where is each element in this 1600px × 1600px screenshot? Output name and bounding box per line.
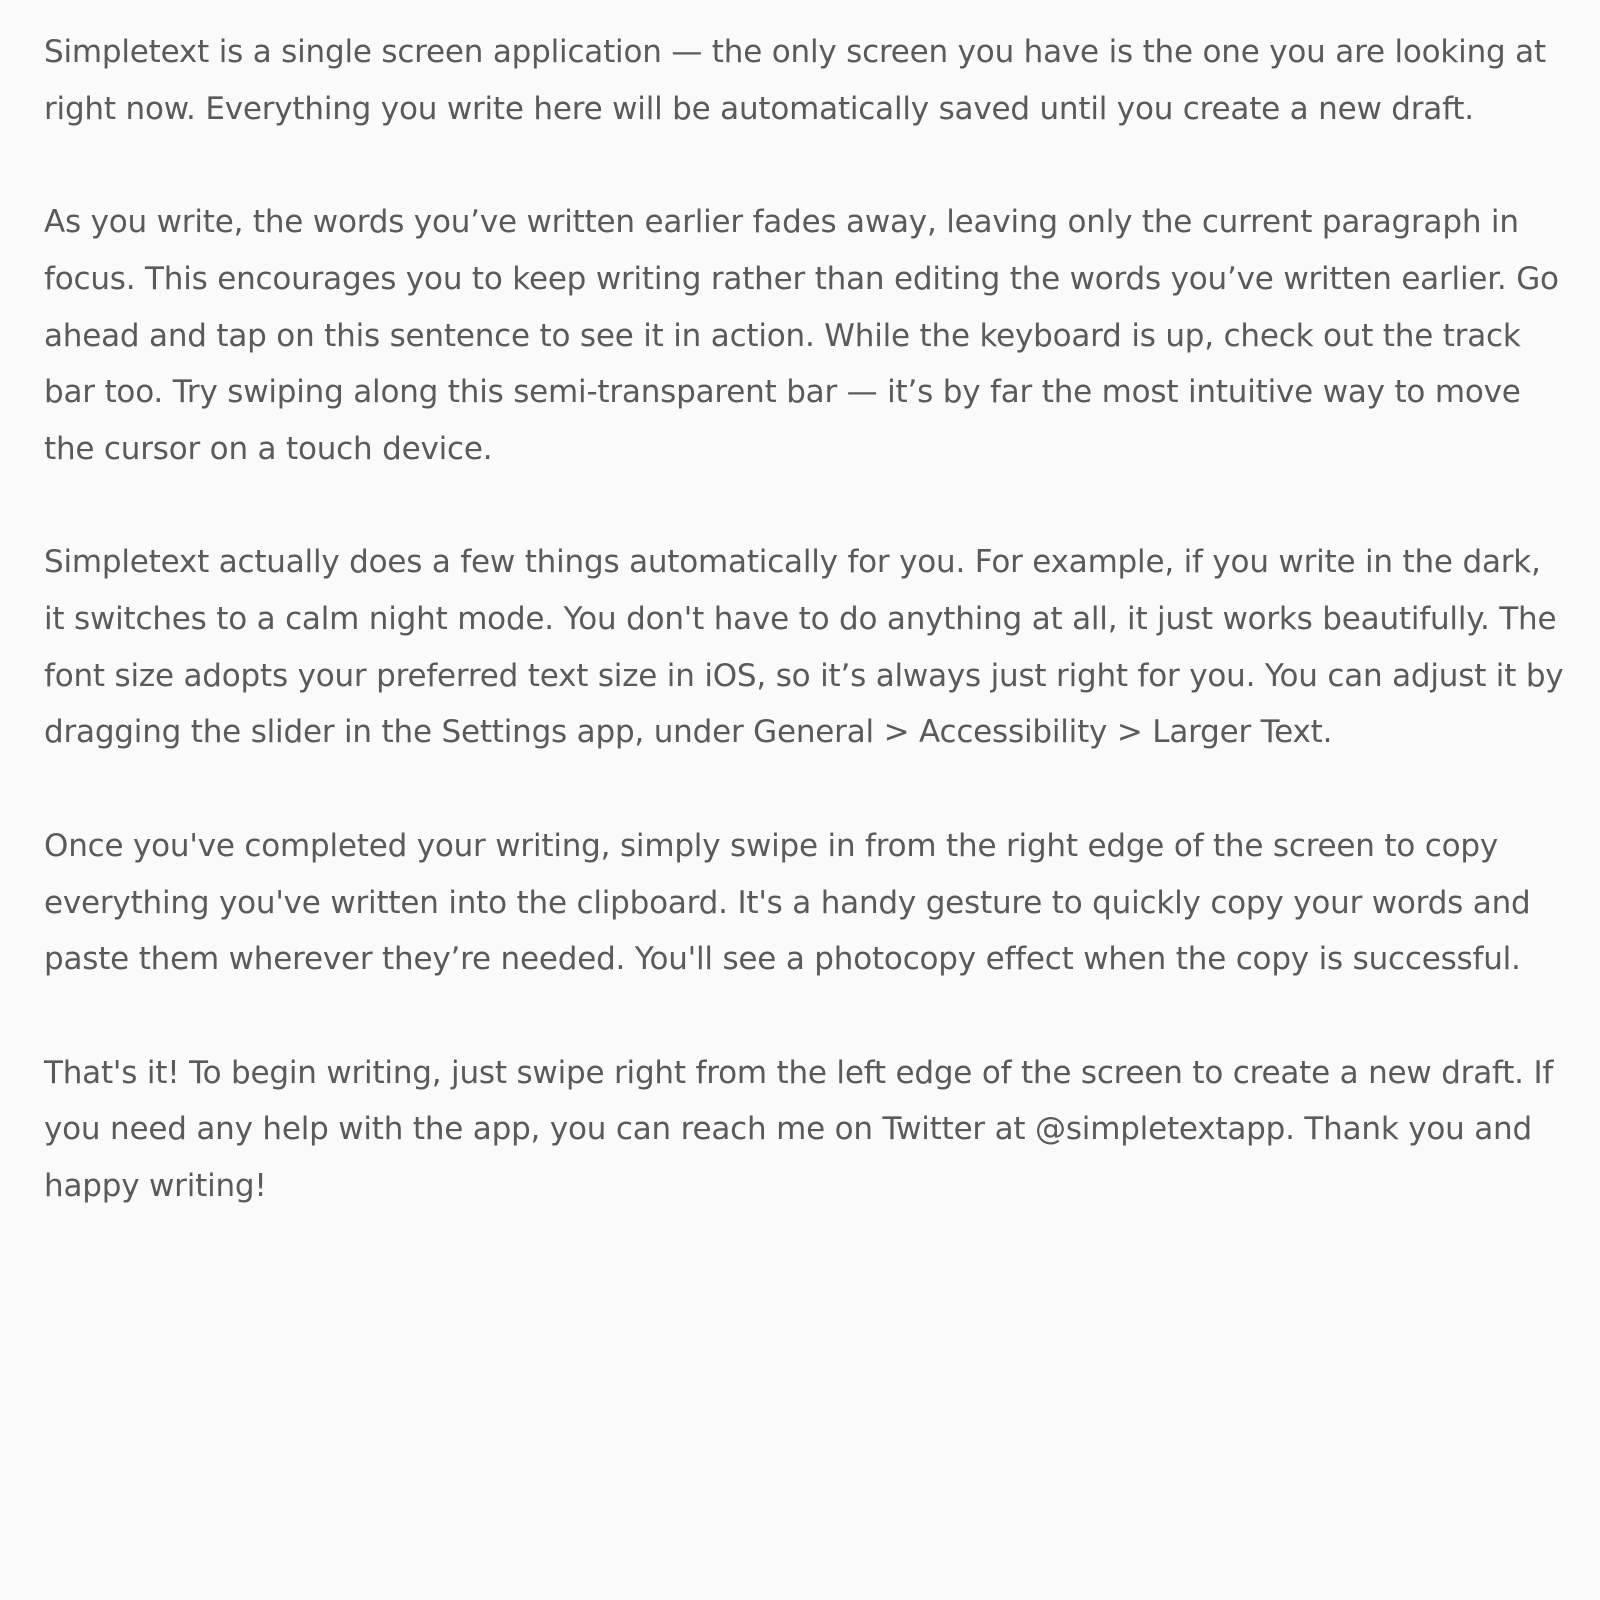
paragraph-focus-mode[interactable]: As you write, the words you’ve written earlier fades away, leaving only the current paragraph in focus. This encourages you to keep writing rather than editing the words you’ve written earlier. Go ahead and tap on this sentence to see it in action. While the keyboard is up, check out the track bar too. Try swiping along this semi-transparent bar — it’s by far the most intuitive way to move the cursor on a touch device. — [44, 204, 1559, 467]
paragraph-intro[interactable]: Simpletext is a single screen application — the only screen you have is the one you are looking at right now. Everything you write here will be automatically saved until you create a new draft. — [44, 34, 1546, 127]
paragraph-copy-gesture[interactable]: Once you've completed your writing, simply swipe in from the right edge of the screen to copy everything you've written into the clipboard. It's a handy gesture to quickly copy your words and paste them wherever they’re needed. You'll see a photocopy effect when the copy is successful. — [44, 827, 1531, 978]
paragraph-automatic-features[interactable]: Simpletext actually does a few things automatically for you. For example, if you write in the dark, it switches to a calm night mode. You don't have to do anything at all, it just works beautifully. The font size adopts your preferred text size in iOS, so it’s always just right for you. You can adjust it by dragging the slider in the Settings app, under General > Accessibility > Larger Text. — [44, 544, 1564, 751]
paragraph-closing[interactable]: That's it! To begin writing, just swipe right from the left edge of the screen to create a new draft. If you need any help with the app, you can reach me on Twitter at @simpletextapp. Thank you and happy writing! — [44, 1054, 1554, 1204]
